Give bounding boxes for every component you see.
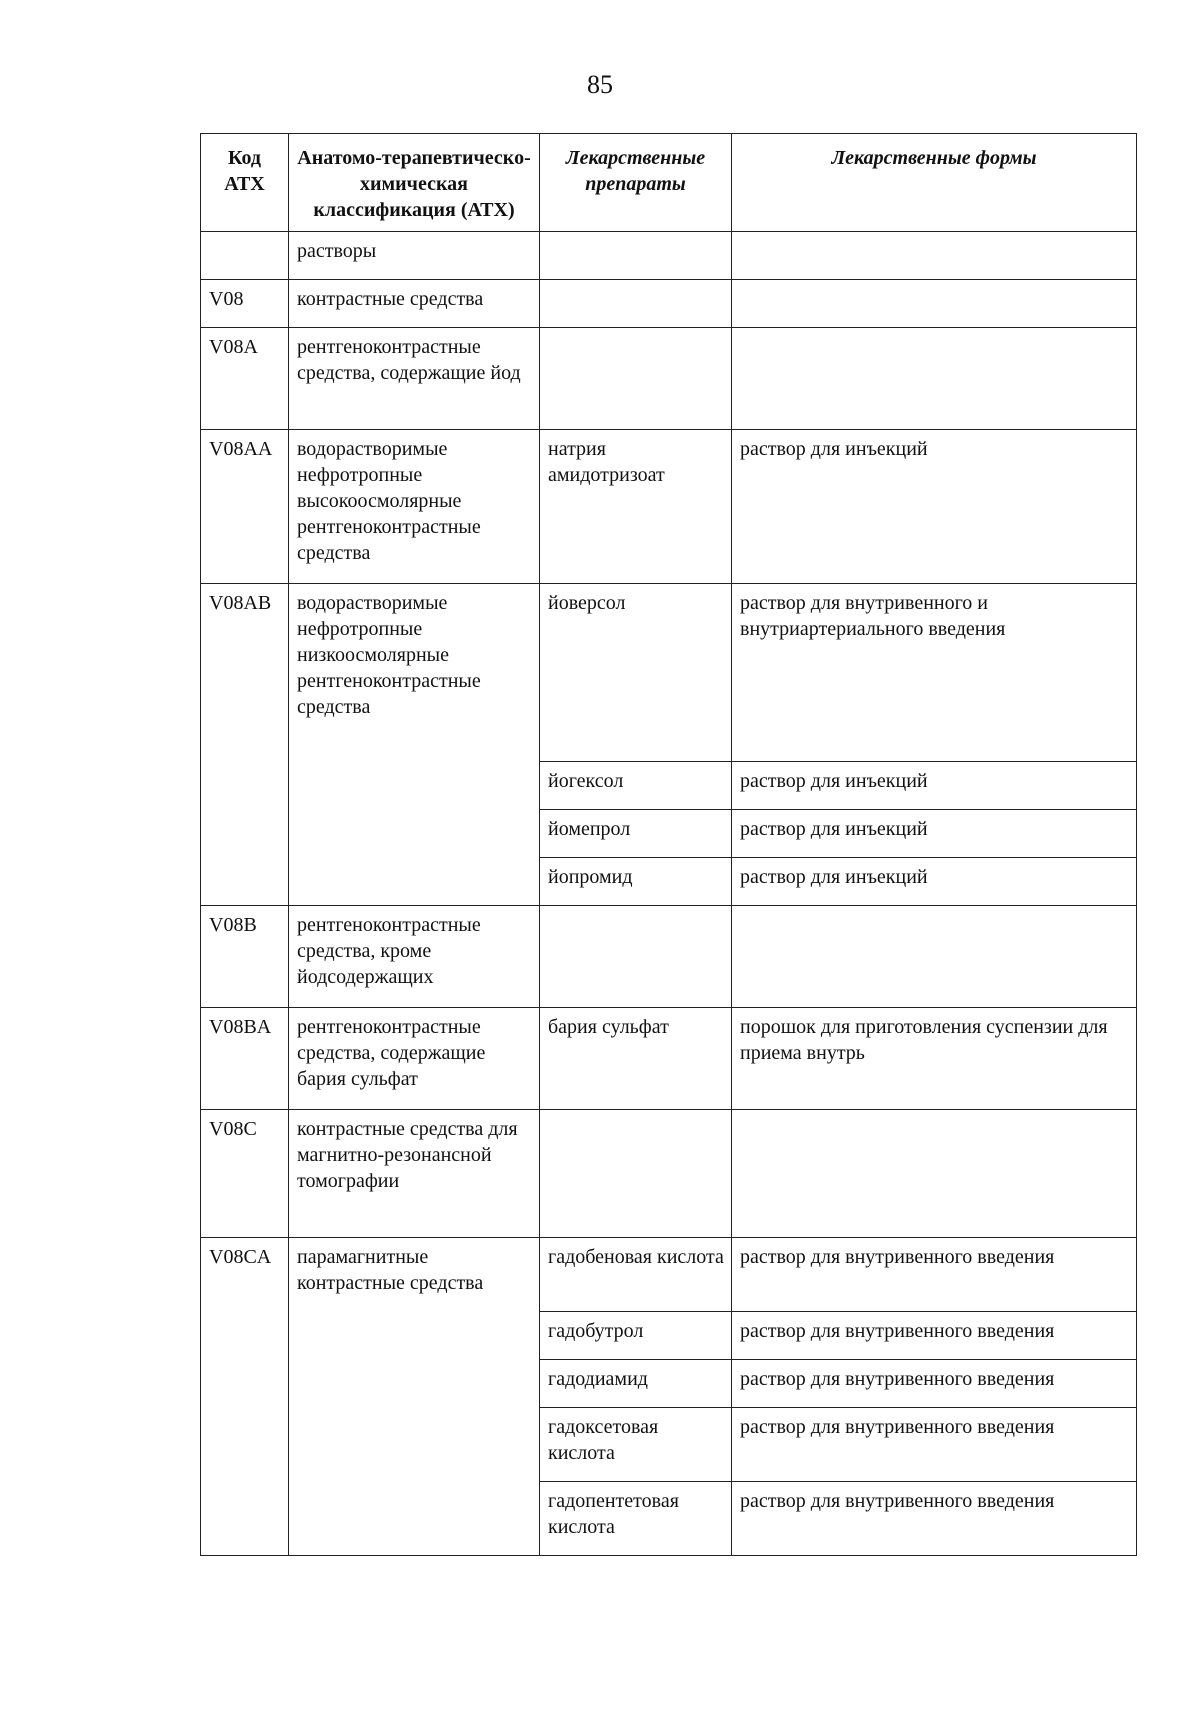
row-code: V08BA xyxy=(201,1008,289,1110)
table-row xyxy=(201,328,1137,430)
row-classification: рентгеноконтрастные средства, кроме йодсодержащих xyxy=(289,906,540,1008)
row-form xyxy=(732,280,1137,328)
row-classification: растворы xyxy=(289,232,540,280)
row-form: раствор для инъекций xyxy=(732,430,1137,584)
row-drug: гадобутрол xyxy=(540,1312,732,1360)
row-drug xyxy=(540,232,732,280)
row-drug: гадопентетовая кислота xyxy=(540,1482,732,1556)
row-drug: йоверсол xyxy=(540,584,732,762)
row-form: раствор для внутривенного и внутриартериального введения xyxy=(732,584,1137,762)
row-code: V08AA xyxy=(201,430,289,584)
row-form: раствор для инъекций xyxy=(732,858,1137,906)
header-drugs: Лекарственные препараты xyxy=(540,134,732,232)
row-drug: йогексол xyxy=(540,762,732,810)
table-row xyxy=(201,280,1137,328)
page-number: 85 xyxy=(587,70,613,99)
row-form: раствор для инъекций xyxy=(732,810,1137,858)
table-row xyxy=(201,430,1137,584)
row-code: V08AB xyxy=(201,584,289,906)
row-code xyxy=(201,232,289,280)
row-form xyxy=(732,328,1137,430)
row-form xyxy=(732,906,1137,1008)
header-code: Код АТХ xyxy=(201,134,289,232)
row-code: V08 xyxy=(201,280,289,328)
row-code: V08A xyxy=(201,328,289,430)
row-form: порошок для приготовления суспензии для приема внутрь xyxy=(732,1008,1137,1110)
row-form xyxy=(732,232,1137,280)
header-forms: Лекарственные формы xyxy=(732,134,1137,232)
table-row xyxy=(201,232,1137,280)
row-drug: гадобеновая кислота xyxy=(540,1238,732,1312)
row-form: раствор для внутривенного введения xyxy=(732,1238,1137,1312)
row-code: V08C xyxy=(201,1110,289,1238)
row-form: раствор для внутривенного введения xyxy=(732,1360,1137,1408)
row-classification: контрастные средства xyxy=(289,280,540,328)
row-drug: йопромид xyxy=(540,858,732,906)
row-classification: контрастные средства для магнитно-резонансной томографии xyxy=(289,1110,540,1238)
row-drug xyxy=(540,1110,732,1238)
table-row xyxy=(201,584,1137,762)
row-classification: парамагнитные контрастные средства xyxy=(289,1238,540,1556)
row-form xyxy=(732,1110,1137,1238)
row-classification: рентгеноконтрастные средства, содержащие йод xyxy=(289,328,540,430)
atx-table xyxy=(200,133,1137,1556)
table-header-row xyxy=(201,134,1137,232)
row-code: V08CA xyxy=(201,1238,289,1556)
row-drug xyxy=(540,906,732,1008)
row-classification: водорастворимые нефротропные низкоосмолярные рентгеноконтрастные средства xyxy=(289,584,540,906)
table-row xyxy=(201,1110,1137,1238)
table-row xyxy=(201,1008,1137,1110)
table-row xyxy=(201,1238,1137,1312)
row-classification: водорастворимые нефротропные высокоосмолярные рентгеноконтрастные средства xyxy=(289,430,540,584)
row-drug: гадодиамид xyxy=(540,1360,732,1408)
header-classification: Анатомо-терапевтическо-химическая классификация (АТХ) xyxy=(289,134,540,232)
row-form: раствор для внутривенного введения xyxy=(732,1408,1137,1482)
row-drug: гадоксетовая кислота xyxy=(540,1408,732,1482)
row-form: раствор для внутривенного введения xyxy=(732,1482,1137,1556)
row-drug: бария сульфат xyxy=(540,1008,732,1110)
row-drug xyxy=(540,328,732,430)
row-drug: йомепрол xyxy=(540,810,732,858)
table-row xyxy=(201,906,1137,1008)
row-form: раствор для внутривенного введения xyxy=(732,1312,1137,1360)
row-drug: натрия амидотризоат xyxy=(540,430,732,584)
row-code: V08B xyxy=(201,906,289,1008)
row-classification: рентгеноконтрастные средства, содержащие бария сульфат xyxy=(289,1008,540,1110)
row-form: раствор для инъекций xyxy=(732,762,1137,810)
row-drug xyxy=(540,280,732,328)
